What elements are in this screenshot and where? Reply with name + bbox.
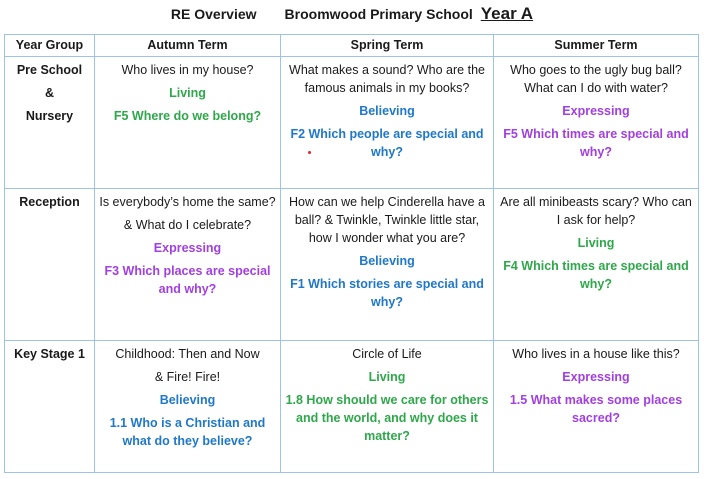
topic-question: What makes a sound? Who are the famous animals in my books? (289, 63, 485, 95)
unit-title: F1 Which stories are special and why? (290, 277, 484, 309)
table-row (5, 189, 699, 341)
autumn-cell (95, 57, 281, 189)
col-header-year-group: Year Group (5, 35, 95, 57)
autumn-cell (95, 189, 281, 341)
document-title (0, 4, 704, 24)
topic-question: Who goes to the ugly bug ball? What can I do with water? (510, 63, 682, 95)
topic-question: Who lives in my house? (121, 63, 254, 77)
spring-cell (281, 189, 494, 341)
table-row (5, 57, 699, 189)
year-group-label: Nursery (25, 109, 74, 123)
unit-title: 1.1 Who is a Christian and what do they believe? (109, 416, 266, 448)
theme-label: Living (368, 370, 406, 384)
topic-question: Who lives in a house like this? (512, 347, 680, 361)
summer-cell (494, 57, 699, 189)
topic-question: Are all minibeasts scary? Who can I ask for help? (500, 195, 692, 227)
theme-label: Believing (359, 104, 415, 118)
year-group-cell (5, 341, 95, 473)
unit-title: F5 Where do we belong? (113, 109, 262, 123)
topic-question: Circle of Life (352, 347, 422, 361)
theme-label: Expressing (562, 104, 630, 118)
unit-title: 1.8 How should we care for others and the world, and why does it matter? (285, 393, 489, 443)
year-group-label: Reception (19, 195, 80, 209)
school-name: Broomwood Primary School (284, 6, 473, 22)
year-group-label: Key Stage 1 (14, 347, 85, 361)
col-header-summer: Summer Term (494, 35, 699, 57)
theme-label: Expressing (562, 370, 630, 384)
unit-title: F4 Which times are special and why? (503, 259, 689, 291)
theme-label: Living (577, 236, 615, 250)
theme-label: Believing (159, 393, 216, 407)
spring-cell (281, 341, 494, 473)
theme-label: Believing (359, 254, 415, 268)
year-label: Year A (480, 4, 534, 23)
year-group-cell (5, 57, 95, 189)
theme-label: Living (169, 86, 206, 100)
overview-label: RE Overview (170, 6, 257, 22)
topic-question: Childhood: Then and Now (115, 347, 260, 361)
unit-title: F5 Which times are special and why? (503, 127, 689, 159)
col-header-autumn: Autumn Term (95, 35, 281, 57)
summer-cell (494, 189, 699, 341)
header-row (5, 35, 699, 57)
topic-question: & What do I celebrate? (123, 218, 252, 232)
year-group-label: Pre School (16, 63, 83, 77)
col-header-spring: Spring Term (281, 35, 494, 57)
topic-question: & Fire! Fire! (154, 370, 221, 384)
red-dot-mark (308, 151, 311, 154)
table-row (5, 341, 699, 473)
unit-title: F2 Which people are special and why? (290, 127, 484, 159)
topic-question: Is everybody’s home the same? (99, 195, 276, 209)
unit-title: 1.5 What makes some places sacred? (509, 393, 683, 425)
year-group-label: & (44, 86, 55, 100)
topic-question: How can we help Cinderella have a ball? & Twinkle, Twinkle little star, how I wonder what you are? (289, 195, 485, 245)
spring-cell (281, 57, 494, 189)
summer-cell (494, 341, 699, 473)
theme-label: Expressing (153, 241, 222, 255)
re-overview-table (4, 34, 699, 473)
autumn-cell (95, 341, 281, 473)
unit-title: F3 Which places are special and why? (104, 264, 271, 296)
year-group-cell (5, 189, 95, 341)
